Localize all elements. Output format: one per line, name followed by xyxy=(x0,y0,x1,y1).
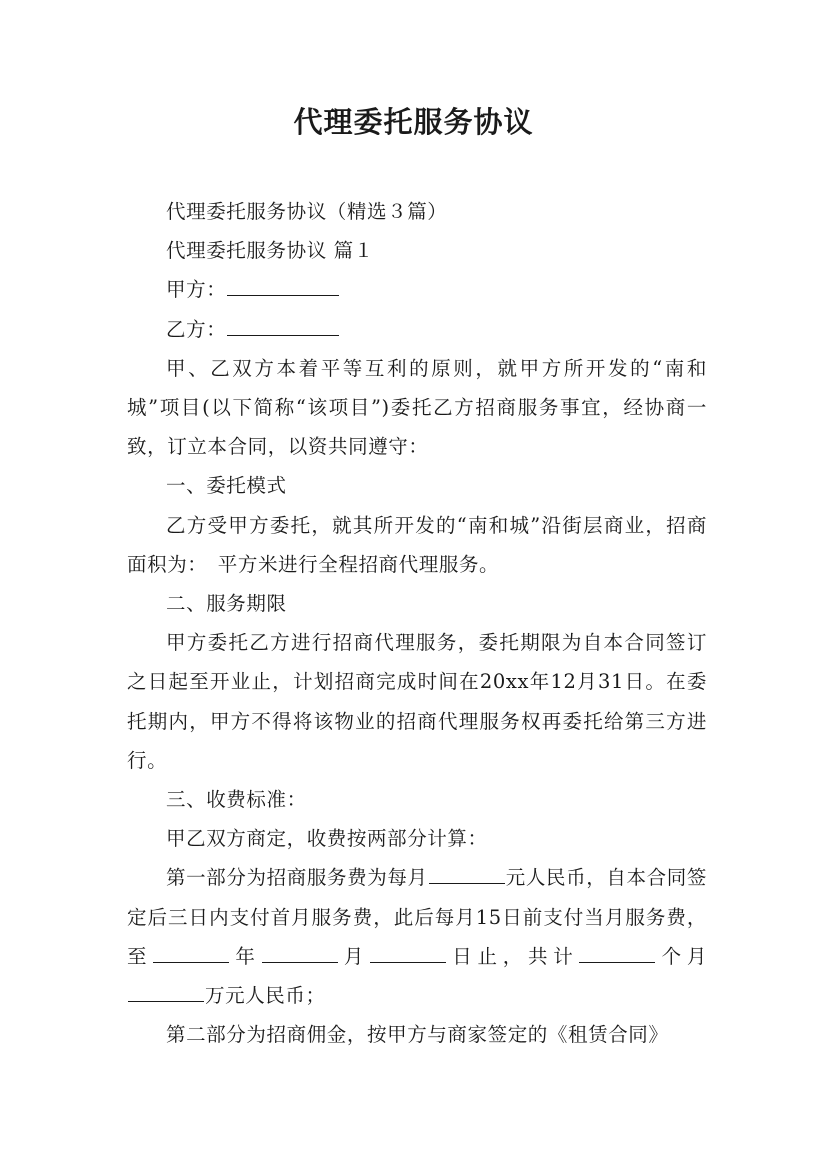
party-b-label: 乙方： xyxy=(166,317,227,341)
intro-paragraph: 甲、乙双方本着平等互利的原则，就甲方所开发的“南和城”项目(以下简称“该项目”)委托乙方招商服务事宜，经协商一致，订立本合同，以资共同遵守： xyxy=(127,356,707,459)
clause1-title: 一、委托模式 xyxy=(166,474,287,498)
clause2-body: 甲方委托乙方进行招商代理服务，委托期限为自本合同签订之日起至开业止，计划招商完成时间在20xx年12月31日。在委托期内，甲方不得将该物业的招商代理服务权再委托给第三方进行。 xyxy=(127,631,707,772)
clause2-title: 二、服务期限 xyxy=(166,592,287,616)
fee-part1-text-f: 个月 xyxy=(656,944,707,968)
total-months-blank xyxy=(579,941,655,962)
clause3-title: 三、收费标准： xyxy=(166,788,307,812)
document-title: 代理委托服务协议 xyxy=(293,105,534,139)
fee-part1-text-d: 月 xyxy=(338,944,370,968)
end-month-blank xyxy=(262,941,338,962)
fee-part1-text-b: 元人民币，自本合同签定后三日内支付首月服务费，此后每月15日前支付当月服务费，至 xyxy=(127,866,707,968)
fee-part1-text-a: 第一部分为招商服务费为每月 xyxy=(166,866,428,890)
end-year-blank xyxy=(153,941,229,962)
fee-part1-text-e: 日止，共计 xyxy=(447,944,579,968)
clause1-body: 乙方受甲方委托，就其所开发的“南和城”沿街层商业，招商面积为： 平方米进行全程招商代理服务。 xyxy=(127,513,707,576)
document-subtitle: 代理委托服务协议（精选３篇） xyxy=(166,200,448,223)
total-amount-blank xyxy=(128,981,204,1002)
fee-part2-paragraph: 第二部分为招商佣金，按甲方与商家签定的《租赁合同》 xyxy=(166,1023,669,1047)
party-b-blank xyxy=(227,314,339,335)
monthly-fee-blank xyxy=(429,863,505,884)
party-b-line xyxy=(127,310,707,349)
party-a-line xyxy=(127,270,707,309)
end-day-blank xyxy=(370,941,446,962)
section-heading: 代理委托服务协议 篇１ xyxy=(166,239,374,263)
fee-part1-text-g: 万元人民币； xyxy=(205,984,326,1008)
party-a-blank xyxy=(227,275,339,296)
document-body xyxy=(127,192,707,1054)
fee-part1-paragraph xyxy=(127,858,707,1015)
party-a-label: 甲方： xyxy=(166,278,227,302)
clause3-intro: 甲乙双方商定，收费按两部分计算： xyxy=(166,827,488,851)
fee-part1-text-c: 年 xyxy=(230,944,261,968)
